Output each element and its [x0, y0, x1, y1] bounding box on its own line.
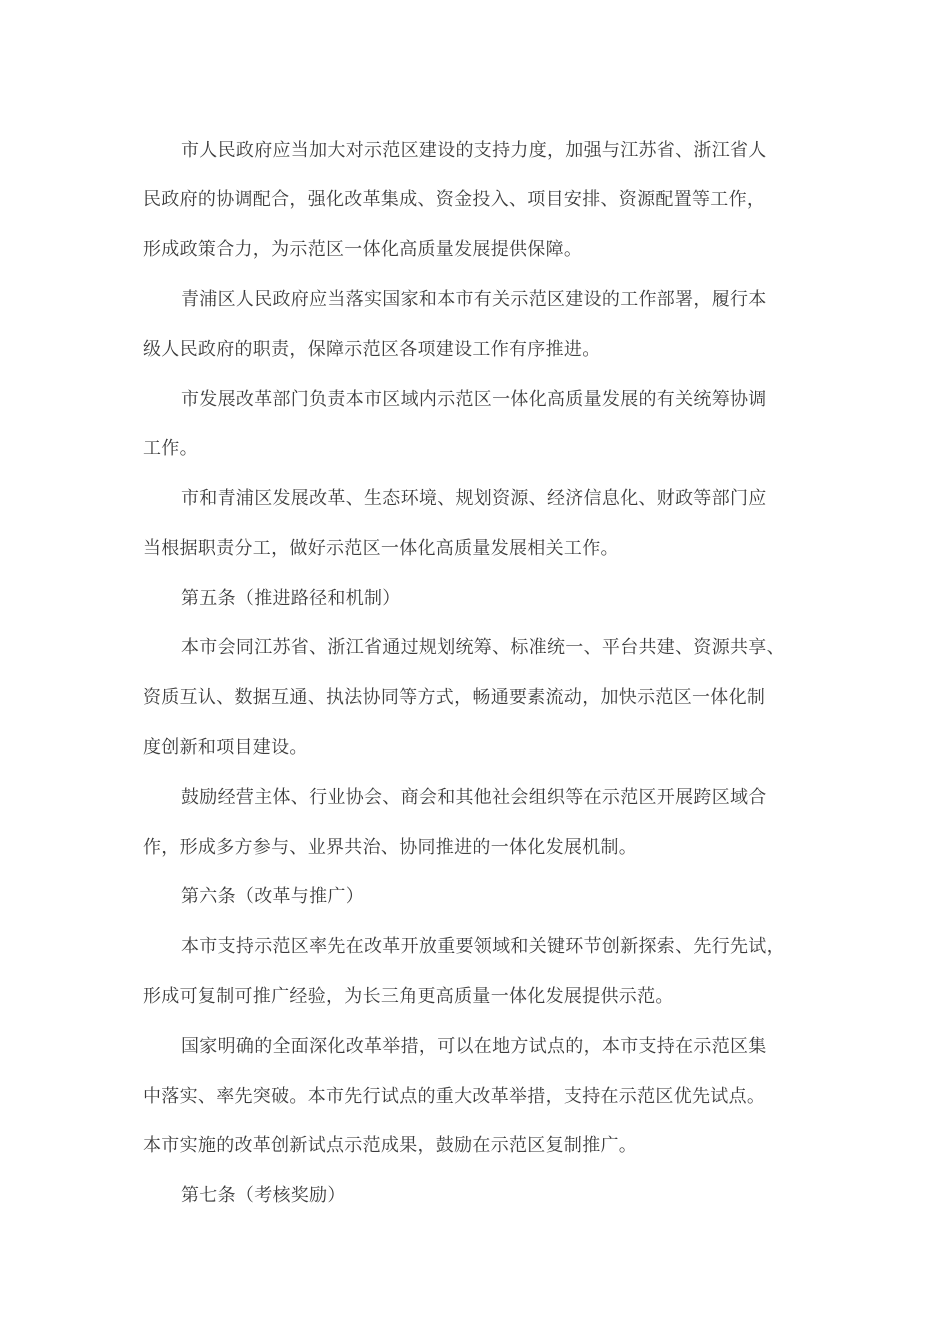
text-line: 中落实、率先突破。本市先行试点的重大改革举措，支持在示范区优先试点。 [143, 1086, 766, 1107]
text-line: 鼓励经营主体、行业协会、商会和其他社会组织等在示范区开展跨区域合 [181, 787, 767, 808]
text-line: 民政府的协调配合，强化改革集成、资金投入、项目安排、资源配置等工作， [143, 189, 766, 210]
text-line: 国家明确的全面深化改革举措，可以在地方试点的，本市支持在示范区集 [181, 1036, 767, 1057]
text-line: 度创新和项目建设。 [143, 737, 308, 758]
text-line: 青浦区人民政府应当落实国家和本市有关示范区建设的工作部署，履行本 [181, 289, 767, 310]
text-line: 形成政策合力，为示范区一体化高质量发展提供保障。 [143, 239, 583, 260]
text-line: 作，形成多方参与、业界共治、协同推进的一体化发展机制。 [143, 837, 638, 858]
text-line: 本市实施的改革创新试点示范成果，鼓励在示范区复制推广。 [143, 1135, 638, 1156]
text-line: 市和青浦区发展改革、生态环境、规划资源、经济信息化、财政等部门应 [181, 488, 767, 509]
article-heading: 第五条（推进路径和机制） [181, 588, 401, 609]
text-line: 资质互认、数据互通、执法协同等方式，畅通要素流动，加快示范区一体化制 [143, 687, 766, 708]
text-line: 形成可复制可推广经验，为长三角更高质量一体化发展提供示范。 [143, 986, 674, 1007]
article-heading: 第七条（考核奖励） [181, 1185, 346, 1206]
text-line: 工作。 [143, 438, 198, 459]
text-line: 当根据职责分工，做好示范区一体化高质量发展相关工作。 [143, 538, 619, 559]
text-line: 市人民政府应当加大对示范区建设的支持力度，加强与江苏省、浙江省人 [181, 140, 767, 161]
text-line: 级人民政府的职责，保障示范区各项建设工作有序推进。 [143, 339, 601, 360]
article-heading: 第六条（改革与推广） [181, 886, 364, 907]
text-line: 本市支持示范区率先在改革开放重要领域和关键环节创新探索、先行先试， [181, 936, 785, 957]
text-line: 市发展改革部门负责本市区域内示范区一体化高质量发展的有关统筹协调 [181, 389, 767, 410]
text-line: 本市会同江苏省、浙江省通过规划统筹、标准统一、平台共建、资源共享、 [181, 637, 785, 658]
